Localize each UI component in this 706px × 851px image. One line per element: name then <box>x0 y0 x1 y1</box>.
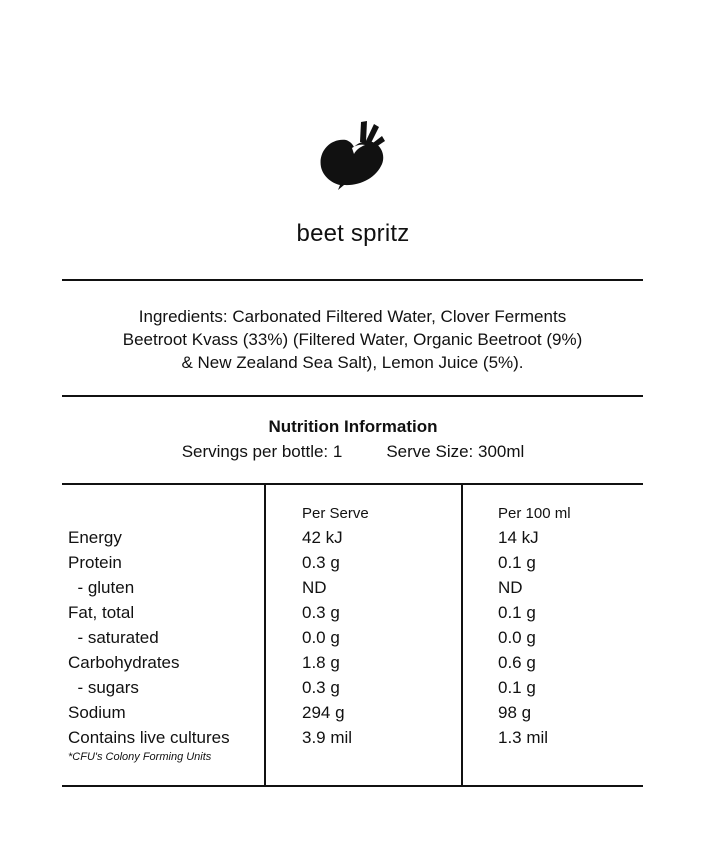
nutrient-label: - sugars <box>68 678 139 697</box>
serve-size: Serve Size: 300ml <box>386 442 525 461</box>
nutrition-title: Nutrition Information <box>268 417 438 436</box>
per-serve-value: 3.9 mil <box>302 728 353 747</box>
per-serve-value: 294 g <box>302 703 345 722</box>
label-column <box>68 503 230 764</box>
per-serve-value: 0.3 g <box>302 603 340 622</box>
per-serve-column <box>302 503 369 750</box>
nutrient-label: - gluten <box>68 578 135 597</box>
servings-per-bottle: Servings per bottle: 1 <box>181 442 343 461</box>
nutrient-label: Contains live cultures <box>68 728 230 747</box>
nutrient-label: Fat, total <box>68 603 135 622</box>
per-100ml-value: 14 kJ <box>498 528 539 547</box>
per-serve-value: 0.3 g <box>302 678 340 697</box>
ingredients-line: Ingredients: Carbonated Filtered Water, Clover Ferments <box>138 307 567 326</box>
per-serve-value: ND <box>302 578 327 597</box>
divider <box>62 279 643 281</box>
per-serve-value: 0.3 g <box>302 553 340 572</box>
beetroot-logo-icon <box>316 112 392 192</box>
column-divider <box>264 485 266 786</box>
table-top-border <box>62 483 643 485</box>
nutrient-label: Protein <box>68 553 122 572</box>
divider <box>62 395 643 397</box>
table-bottom-border <box>62 785 643 787</box>
per-100ml-value: ND <box>498 578 523 597</box>
servings-line <box>0 442 706 462</box>
ingredients-line: & New Zealand Sea Salt), Lemon Juice (5%). <box>181 353 524 372</box>
per-100ml-value: 0.1 g <box>498 678 536 697</box>
nutrient-label: - saturated <box>68 628 159 647</box>
per-100ml-value: 0.1 g <box>498 603 536 622</box>
nutrient-label: Carbohydrates <box>68 653 180 672</box>
nutrient-label: Energy <box>68 528 122 547</box>
column-divider <box>461 485 463 786</box>
per-100ml-value: 0.1 g <box>498 553 536 572</box>
product-name: beet spritz <box>296 220 410 247</box>
per-100ml-value: 1.3 mil <box>498 728 549 747</box>
per-100ml-column <box>498 503 571 750</box>
per-100ml-value: 0.0 g <box>498 628 536 647</box>
ingredients-text <box>62 305 643 374</box>
nutrient-label: Sodium <box>68 703 126 722</box>
per-serve-value: 1.8 g <box>302 653 340 672</box>
per-100ml-value: 98 g <box>498 703 532 722</box>
per-serve-value: 0.0 g <box>302 628 340 647</box>
ingredients-line: Beetroot Kvass (33%) (Filtered Water, Organic Beetroot (9%) <box>122 330 583 349</box>
column-header: Per 100 ml <box>498 505 571 522</box>
per-100ml-value: 0.6 g <box>498 653 536 672</box>
footnote: *CFU's Colony Forming Units <box>68 751 212 763</box>
column-header: Per Serve <box>302 505 369 522</box>
per-serve-value: 42 kJ <box>302 528 343 547</box>
